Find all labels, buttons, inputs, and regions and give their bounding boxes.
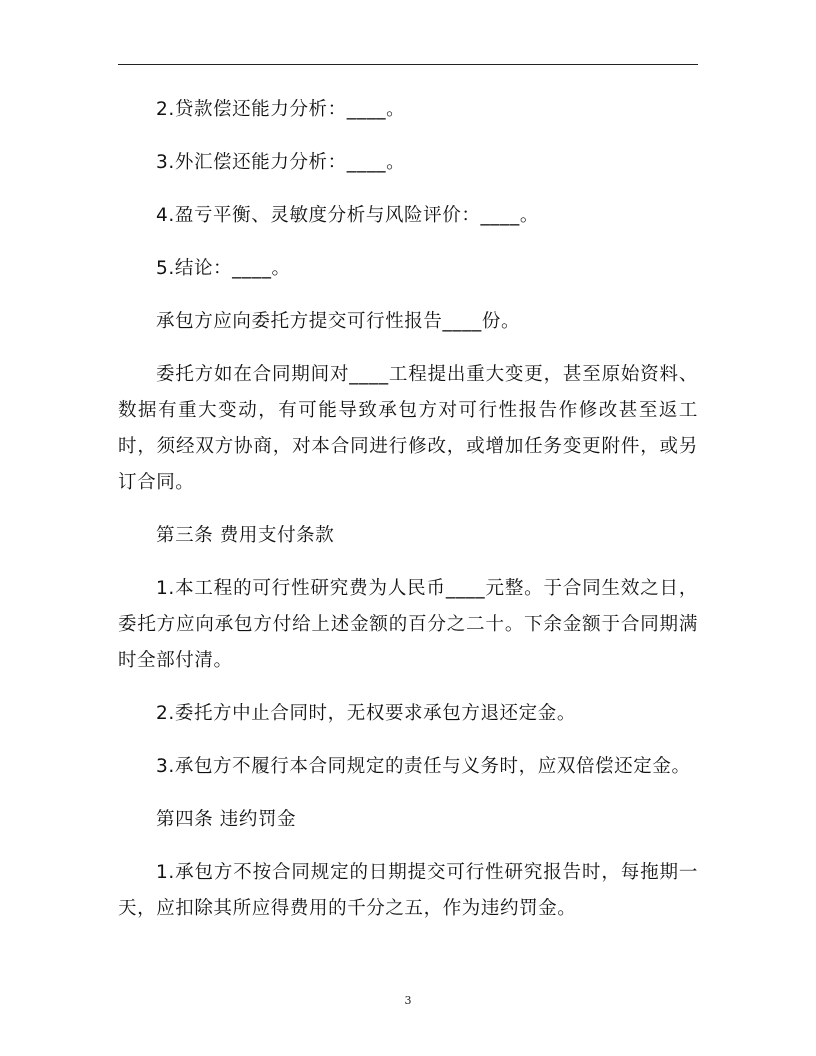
section-heading-article-4: 第四条 违约罚金 xyxy=(156,809,297,830)
section-heading-article-3: 第三条 费用支付条款 xyxy=(156,525,335,546)
page-number: 3 xyxy=(404,994,412,1007)
paragraph-loan-repayment: 2.贷款偿还能力分析：____。 xyxy=(156,99,406,120)
paragraph-report-copies: 承包方应向委托方提交可行性报告____份。 xyxy=(156,311,521,332)
paragraph-client-termination: 2.委托方中止合同时，无权要求承包方退还定金。 xyxy=(156,703,576,724)
paragraph-study-fee: 1.本工程的可行性研究费为人民币____元整。于合同生效之日，委托方应向承包方付给上述金额的百分之二十。下余金额于合同期满时全部付清。 xyxy=(118,578,698,671)
document-body xyxy=(118,92,698,944)
paragraph-late-penalty: 1.承包方不按合同规定的日期提交可行性研究报告时，每拖期一天，应扣除其所应得费用的千分之五，作为违约罚金。 xyxy=(118,862,698,919)
paragraph-major-changes: 委托方如在合同期间对____工程提出重大变更，甚至原始资料、数据有重大变动，有可能导致承包方对可行性报告作修改甚至返工时，须经双方协商，对本合同进行修改，或增加任务变更附件，或另订合同。 xyxy=(118,364,698,493)
paragraph-breakeven-risk: 4.盈亏平衡、灵敏度分析与风险评价：____。 xyxy=(156,205,539,226)
header-rule xyxy=(118,64,698,65)
paragraph-forex-repayment: 3.外汇偿还能力分析：____。 xyxy=(156,152,406,173)
paragraph-conclusion: 5.结论：____。 xyxy=(156,258,291,279)
paragraph-contractor-default: 3.承包方不履行本合同规定的责任与义务时，应双倍偿还定金。 xyxy=(156,756,691,777)
